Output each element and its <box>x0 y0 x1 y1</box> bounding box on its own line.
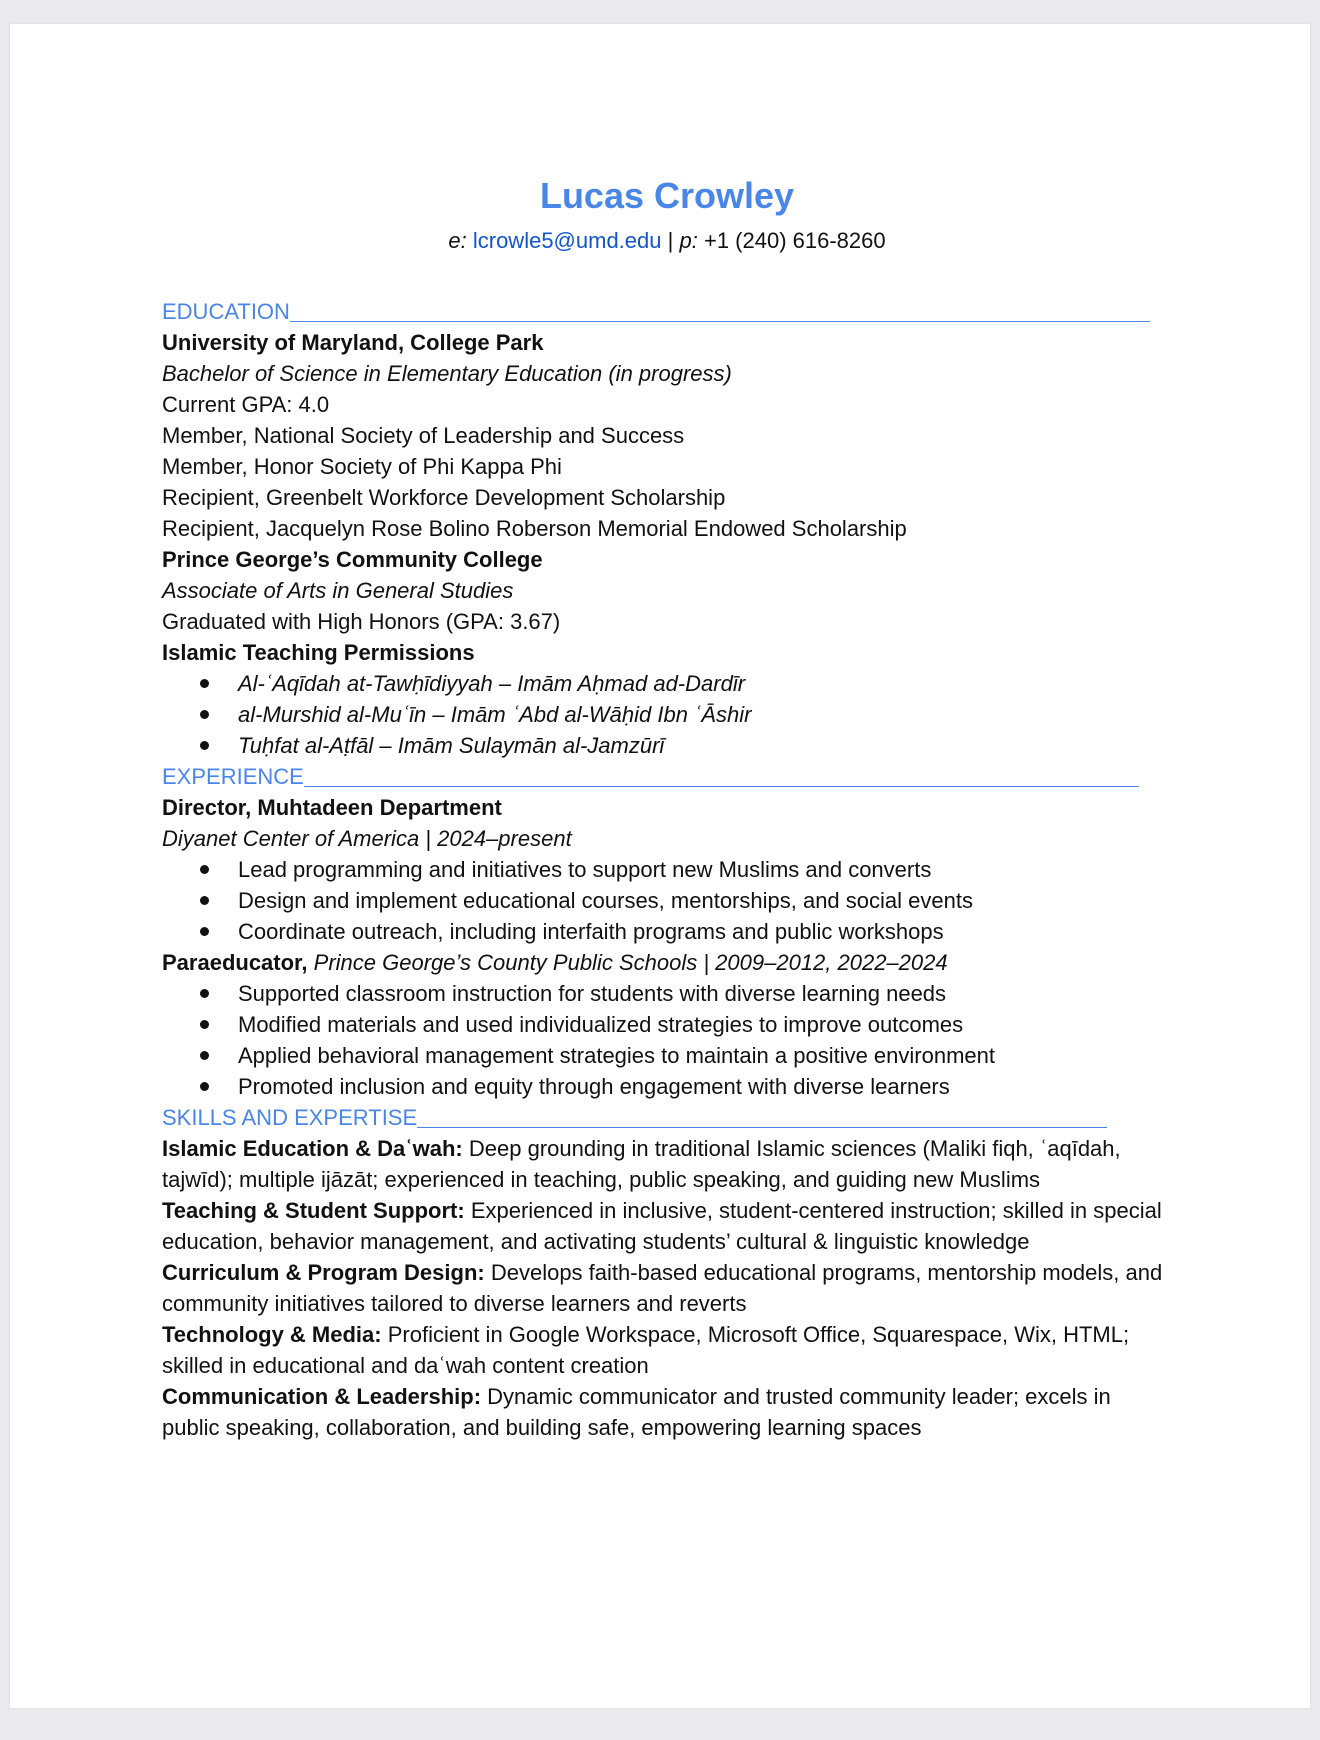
umd-item: Recipient, Jacquelyn Rose Bolino Roberson Memorial Endowed Scholarship <box>162 516 907 541</box>
pgcc-degree: Associate of Arts in General Studies <box>162 578 514 603</box>
skill-label: Technology & Media: <box>162 1322 382 1347</box>
bullet-icon <box>200 989 209 998</box>
director-title: Director, Muhtadeen Department <box>162 795 502 820</box>
umd-degree: Bachelor of Science in Elementary Education (in progress) <box>162 361 732 386</box>
list-item <box>162 668 1172 699</box>
pgcc-item: Graduated with High Honors (GPA: 3.67) <box>162 609 561 634</box>
email-label: e: <box>448 228 467 253</box>
contact-separator: | <box>667 228 674 253</box>
experience-heading-rule <box>304 786 1139 787</box>
director-org: Diyanet Center of America | 2024–present <box>162 826 572 851</box>
skill-label: Communication & Leadership: <box>162 1384 482 1409</box>
umd-item: Member, National Society of Leadership and Success <box>162 423 685 448</box>
list-item <box>162 885 1172 916</box>
skills-heading-rule <box>417 1127 1107 1128</box>
list-item-text: Modified materials and used individualized strategies to improve outcomes <box>238 1012 964 1037</box>
education-heading-rule <box>290 321 1150 322</box>
email-link[interactable]: lcrowle5@umd.edu <box>472 228 662 253</box>
list-item <box>162 1009 1172 1040</box>
skill-paragraph <box>162 1133 1172 1195</box>
list-item-text: Tuḥfat al-Aṭfāl – Imām Sulaymān al-Jamzūrī <box>238 733 665 758</box>
education-heading <box>162 296 1172 327</box>
list-item-text: Design and implement educational courses, mentorships, and social events <box>238 888 973 913</box>
bullet-icon <box>200 1020 209 1029</box>
umd-school: University of Maryland, College Park <box>162 330 544 355</box>
skills-heading-text: SKILLS AND EXPERTISE <box>162 1105 418 1130</box>
paraeducator-line <box>162 947 1172 978</box>
list-item-text: Lead programming and initiatives to support new Muslims and converts <box>238 857 932 882</box>
experience-heading <box>162 761 1172 792</box>
list-item <box>162 854 1172 885</box>
skill-label: Teaching & Student Support: <box>162 1198 465 1223</box>
list-item <box>162 699 1172 730</box>
list-item-text: Al-ʿAqīdah at-Tawḥīdiyyah – Imām Aḥmad ad-Dardīr <box>238 671 746 696</box>
bullet-icon <box>200 679 209 688</box>
umd-item: Recipient, Greenbelt Workforce Development Scholarship <box>162 485 726 510</box>
islamic-permissions-list <box>162 668 1172 761</box>
list-item <box>162 916 1172 947</box>
list-item-text: al-Murshid al-Muʿīn – Imām ʿAbd al-Wāḥid Ibn ʿĀshir <box>238 702 752 727</box>
list-item <box>162 1040 1172 1071</box>
skill-paragraph <box>162 1381 1172 1443</box>
skills-heading <box>162 1102 1172 1133</box>
skill-label: Islamic Education & Daʿwah: <box>162 1136 463 1161</box>
umd-item: Member, Honor Society of Phi Kappa Phi <box>162 454 562 479</box>
experience-heading-text: EXPERIENCE <box>162 764 304 789</box>
skill-paragraph <box>162 1319 1172 1381</box>
resume-page <box>10 24 1310 1708</box>
bullet-icon <box>200 741 209 750</box>
bullet-icon <box>200 1051 209 1060</box>
skill-text: Deep grounding in traditional Islamic sciences (Maliki fiqh, ʿaqīdah, tajwīd); multiple ijāzāt; experienced in teaching, public speaking, and guiding new Muslims <box>162 1136 1121 1192</box>
contact-line <box>162 226 1172 256</box>
resume-name: Lucas Crowley <box>539 175 795 216</box>
list-item <box>162 978 1172 1009</box>
skill-text: Develops faith-based educational programs, mentorship models, and community initiatives tailored to diverse learners and reverts <box>162 1260 1163 1316</box>
pgcc-school: Prince George’s Community College <box>162 547 543 572</box>
director-bullets <box>162 854 1172 947</box>
skill-text: Proficient in Google Workspace, Microsoft Office, Squarespace, Wix, HTML; skilled in educational and daʿwah content creation <box>162 1322 1130 1378</box>
list-item <box>162 1071 1172 1102</box>
phone-number: +1 (240) 616-8260 <box>703 228 886 253</box>
islamic-permissions-title: Islamic Teaching Permissions <box>162 640 475 665</box>
bullet-icon <box>200 865 209 874</box>
skill-text: Dynamic communicator and trusted community leader; excels in public speaking, collaboration, and building safe, empowering learning spaces <box>162 1384 1111 1440</box>
education-heading-text: EDUCATION <box>162 299 290 324</box>
list-item-text: Applied behavioral management strategies to maintain a positive environment <box>238 1043 995 1068</box>
skill-text: Experienced in inclusive, student-centered instruction; skilled in special education, behavior management, and activating students’ cultural & linguistic knowledge <box>162 1198 1162 1254</box>
resume-body <box>162 296 1172 1443</box>
bullet-icon <box>200 896 209 905</box>
skill-paragraph <box>162 1257 1172 1319</box>
list-item-text: Coordinate outreach, including interfaith programs and public workshops <box>238 919 944 944</box>
skill-paragraph <box>162 1195 1172 1257</box>
bullet-icon <box>200 710 209 719</box>
skill-label: Curriculum & Program Design: <box>162 1260 485 1285</box>
paraeducator-bullets <box>162 978 1172 1102</box>
phone-label: p: <box>679 228 698 253</box>
paraeducator-title: Paraeducator, <box>162 950 308 975</box>
bullet-icon <box>200 1082 209 1091</box>
list-item-text: Promoted inclusion and equity through engagement with diverse learners <box>238 1074 950 1099</box>
paraeducator-org: Prince George’s County Public Schools | 2009–2012, 2022–2024 <box>313 950 948 975</box>
list-item <box>162 730 1172 761</box>
list-item-text: Supported classroom instruction for students with diverse learning needs <box>238 981 947 1006</box>
bullet-icon <box>200 927 209 936</box>
umd-item: Current GPA: 4.0 <box>162 392 330 417</box>
